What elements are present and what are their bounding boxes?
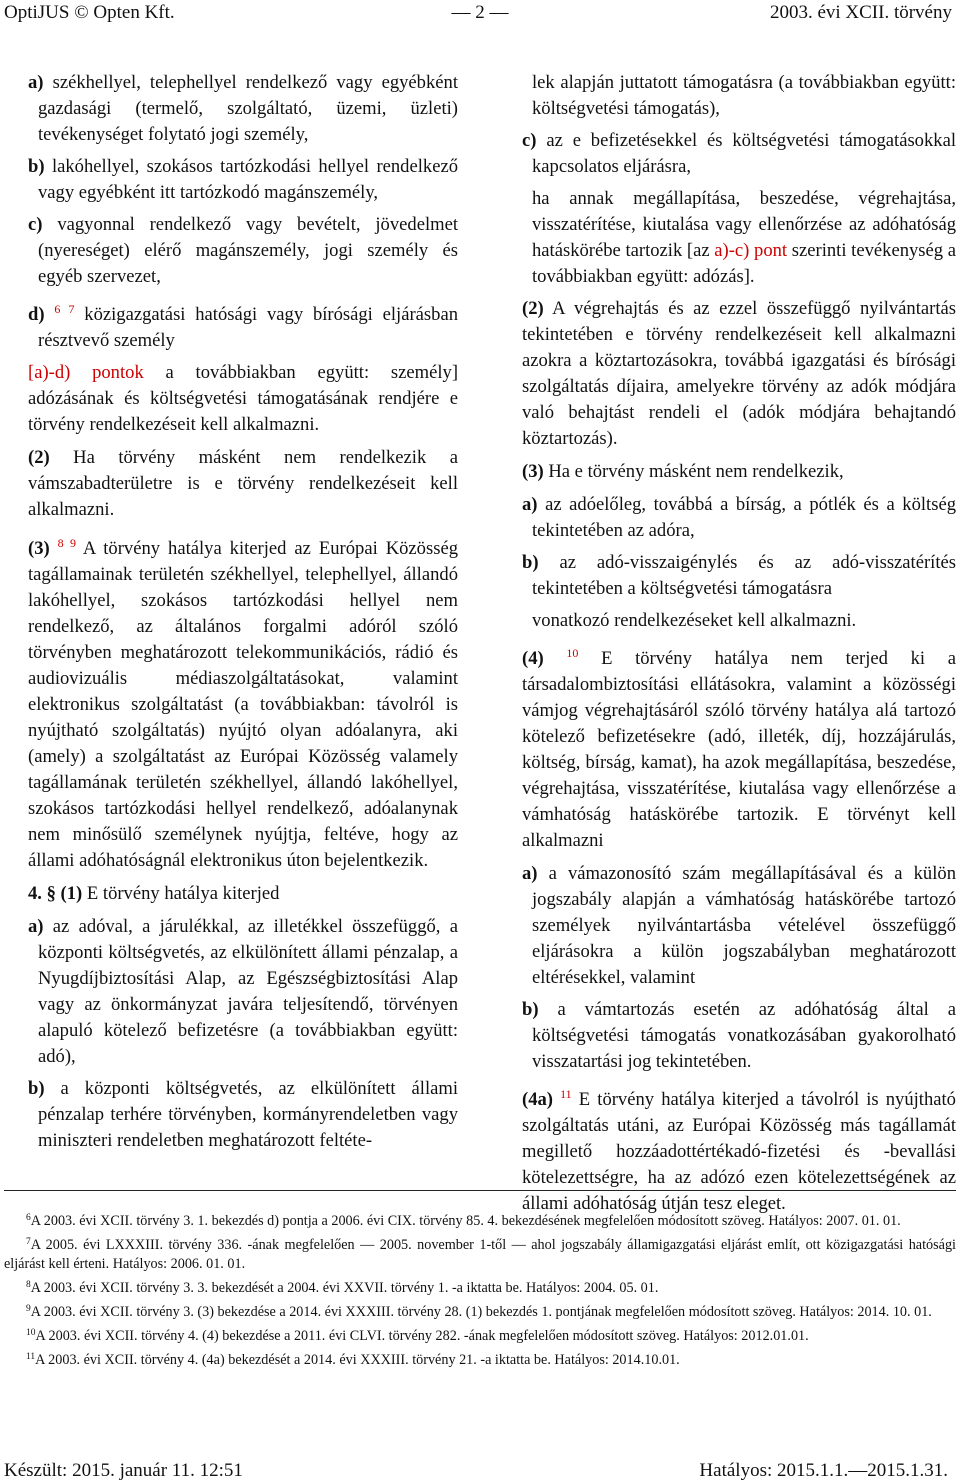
footnotes [4, 1190, 956, 1372]
summary-clause: [a)-d) pontok a továbbiakban együtt: személy] adózásának és költségvetési támogatásának rendjére e törvény rendelkezéseit kell alkalmazni. [28, 362, 459, 435]
section-4-paragraph-3-point-b: b) az adó-visszaigénylés és az adó-visszatérítés tekintetében a költségvetési támogatásra [522, 552, 956, 599]
footnote-ref-10[interactable]: 10 [566, 646, 579, 660]
right-column [522, 70, 956, 1224]
section-4-paragraph-2: (2) A végrehajtás és az ezzel összefüggő nyilvántartás tekintetében e törvény rendelkezéseit kell alkalmazni azokra a köztartozásokra, továbbá igazgatási és bírósági szolgáltatás díjaira, amelyekre törvény az adók módjára való behajtást rendeli el (adók módjára behajtandó köztartozás). [522, 298, 956, 449]
section-4-paragraph-3-point-a: a) az adóelőleg, továbbá a bírság, a pótlék és a költség tekintetében az adóra, [522, 494, 956, 541]
footnote: $^9$A 2003. évi XCII. törvény 3. (3) bekezdése a 2014. évi XXXIII. törvény 28. (1) bekezdés 1. pontjának megfelelően módosított szöveg. Hatályos: 2014. 10. 01. [26, 1304, 932, 1320]
footnote-ref-6-7[interactable]: 6 7 [54, 302, 75, 316]
section-4-paragraph-4: (4) $^{10}$ E törvény hatálya nem terjed ki a társadalombiztosítási ellátásokra, valamint a közösségi vámjog végrehajtásáról szóló törvény hatálya alá tartozó kötelező befizetésekre (adó, illeték, díj, hozzájárulás, költség, bírság, kamat), ha azok megállapítása, beszedése, végrehajtása, visszatérítése, kiutalása vagy ellenőrzése a vámhatóság hatáskörébe tartozik. E törvényt kell alkalmazni [522, 646, 956, 851]
point-d: d) $^{6 7}$ közigazgatási hatósági vagy bírósági eljárásban résztvevő személy [28, 302, 458, 351]
page-header [0, 0, 960, 30]
point-b: b) lakóhellyel, szokásos tartózkodási hellyel rendelkező vagy egyébként itt tartózkodó magánszemély, [28, 156, 458, 203]
point-c: c) vagyonnal rendelkező vagy bevételt, jövedelmet (nyereséget) elérő magánszemély, jogi személy és egyéb szervezet, [28, 214, 458, 287]
footer-validity: Hatályos: 2015.1.1.—2015.1.31. [699, 1460, 948, 1481]
section-4-paragraph-4a: (4a) $^{11}$ E törvény hatálya kiterjed a távolról is nyújtható szolgáltatás utáni, az Európai Közösség más tagállamát megillető hozzáadottértékadó-fizetési és -bevallási kötelezettségre, ha az adózó ezen kötelezettségének az állami adóhatóság útján tesz eleget. [522, 1087, 956, 1214]
left-column [28, 70, 458, 1160]
section-4-heading: 4. § (1) E törvény hatálya kiterjed [28, 883, 280, 904]
section-4-point-a: a) az adóval, a járulékkal, az illetékkel összefüggő, a központi költségvetés, az elkülönített állami pénzalap, a Nyugdíjbiztosítási Alap, az Egészségbiztosítási Alap vagy az önkormányzat javára teljesítendő, törvényen alapuló kötelező befizetésre (a továbbiakban együtt: adó), [28, 916, 458, 1067]
section-4-paragraph-4-point-b: b) a vámtartozás esetén az adóhatóság által a költségvetési támogatás vonatkozásában gyakorolható visszatartási jog tekintetében. [522, 999, 956, 1072]
cross-ref-link[interactable]: a)-c) pont [714, 240, 788, 261]
page-number: — 2 — [451, 2, 509, 23]
cross-ref-link[interactable]: [a)-d) pontok [28, 362, 144, 383]
section-4-paragraph-3-tail: vonatkozó rendelkezéseket kell alkalmazni. [532, 610, 857, 631]
section-4-point-c: c) az e befizetésekkel és költségvetési támogatásokkal kapcsolatos eljárásra, [522, 130, 956, 177]
header-publisher: OptiJUS © Opten Kft. [4, 2, 175, 23]
footnote-ref-11[interactable]: 11 [560, 1087, 572, 1101]
section-4-point-c-continued: ha annak megállapítása, beszedése, végrehajtása, visszatérítése, kiutalása vagy ellenőrzése az adóhatóság hatáskörébe tartozik [az a)-c) pont szerinti tevékenység a továbbiakban együtt: adózás]. [532, 188, 956, 287]
paragraph-3: (3) $^{8 9}$ A törvény hatálya kiterjed az Európai Közösség tagállamainak területén székhellyel, telephellyel, állandó lakóhellyel, szokásos tartózkodási hellyel nem rendelkező, az általános forgalmi adóról szóló törvényben meghatározott telekommunikációs, rádió és audiovizuális médiaszolgáltatásokat, valamint elektronikus szolgáltatást (a továbbiakban: távolról is nyújtható szolgáltatás) nyújtó olyan adóalanyra, aki (amely) a szolgáltatást az Európai Közösség valamely tagállamának területén székhellyel, állandó lakóhellyel, szokásos tartózkodási hellyel rendelkező, adóalanynak nem minősülő személynek nyújtja, feltéve, hogy az állami adóhatóságnál elektronikus úton bejelentkezik. [28, 536, 458, 871]
footer-generated: Készült: 2015. január 11. 12:51 [4, 1460, 243, 1481]
section-4-point-b: b) a központi költségvetés, az elkülönített állami pénzalap terhére törvényben, kormányrendeletben vagy miniszteri rendeletben meghatározott feltéte- [28, 1078, 458, 1151]
section-4-point-b-continued: lek alapján juttatott támogatásra (a továbbiakban együtt: költségvetési támogatás), [532, 72, 956, 119]
footnote: $^6$A 2003. évi XCII. törvény 3. 1. bekezdés d) pontja a 2006. évi CIX. törvény 85. 4. bekezdésének megfelelően módosított szöveg. Hatályos: 2007. 01. 01. [26, 1213, 901, 1229]
point-a: a) székhellyel, telephellyel rendelkező vagy egyébként gazdasági (termelő, szolgáltató, üzemi, üzleti) tevékenységet folytató jogi személy, [28, 72, 458, 145]
paragraph-2: (2) Ha törvény másként nem rendelkezik a vámszabadterületre is e törvény rendelkezéseit kell alkalmazni. [28, 447, 458, 520]
footnote: $^8$A 2003. évi XCII. törvény 3. 3. bekezdését a 2004. évi XXVII. törvény 1. -a iktatta be. Hatályos: 2004. 05. 01. [26, 1280, 659, 1296]
footnote: $^{11}$A 2003. évi XCII. törvény 4. (4a) bekezdését a 2014. évi XXXIII. törvény 21. -a iktatta be. Hatályos: 2014.10.01. [26, 1352, 680, 1368]
header-law-title: 2003. évi XCII. törvény [769, 2, 952, 23]
footnote-ref-8-9[interactable]: 8 9 [57, 536, 76, 550]
section-4-paragraph-3: (3) Ha e törvény másként nem rendelkezik, [522, 461, 844, 482]
footnote: $^{10}$A 2003. évi XCII. törvény 4. (4) bekezdése a 2011. évi CLVI. törvény 282. -ának megfelelően módosított szöveg. Hatályos: 2012.01.01. [26, 1328, 809, 1344]
section-4-paragraph-4-point-a: a) a vámazonosító szám megállapításával és a külön jogszabály alapján a vámhatóság hatáskörébe tartozó személyek nyilvántartásba vételével összefüggő eljárásokra a külön jogszabályban meghatározott eltérésekkel, valamint [522, 863, 956, 988]
footnote: $^7$A 2005. évi LXXXIII. törvény 336. -ának megfelelően — 2005. november 1-től — ahol jogszabály államigazgatási eljárást említ, ott közigazgatási hatósági eljárást kell érteni. Hatályos: 2006. 01. 01. [4, 1237, 956, 1272]
